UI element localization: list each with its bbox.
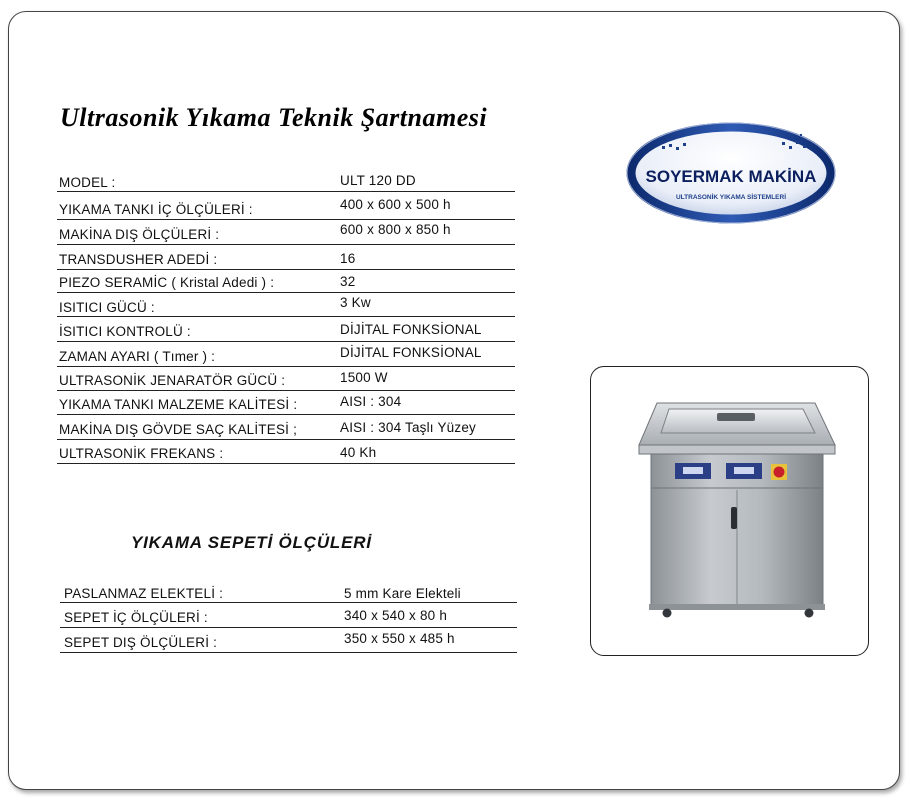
basket-row [60,603,517,628]
spec-label: TRANSDUSHER ADEDİ : [59,252,218,267]
basket-label: SEPET DIŞ ÖLÇÜLERİ : [64,635,218,650]
spec-value: 1500 W [340,370,388,385]
spec-label: ZAMAN AYARI ( Tımer ) : [59,349,216,364]
basket-row [60,580,517,603]
basket-label: SEPET İÇ ÖLÇÜLERİ : [64,610,208,625]
spec-value: 32 [340,274,356,289]
spec-row [57,415,515,440]
spec-label: MODEL : [59,175,116,190]
spec-value: AISI : 304 Taşlı Yüzey [340,420,476,435]
spec-value: ULT 120 DD [340,173,416,188]
spec-label: YIKAMA TANKI MALZEME KALİTESİ : [59,397,298,412]
spec-row [57,317,515,342]
spec-value: 600 x 800 x 850 h [340,222,451,237]
spec-value: DİJİTAL FONKSİONAL [340,322,482,337]
spec-value: AISI : 304 [340,394,402,409]
basket-row [60,628,517,653]
logo-brand-text: SOYERMAK MAKİNA [645,167,817,186]
spec-row [57,245,515,270]
spec-label: PIEZO SERAMİC ( Kristal Adedi ) : [59,275,275,290]
spec-row [57,192,515,220]
spec-row [57,342,515,367]
spec-row [57,220,515,245]
page-title: Ultrasonik Yıkama Teknik Şartnamesi [60,103,488,132]
spec-label: İSITICI KONTROLÜ : [59,324,191,339]
spec-label: ULTRASONİK JENARATÖR GÜCÜ : [59,373,286,388]
ultrasonic-washer-image [591,367,869,656]
spec-row [57,170,515,192]
spec-label: ISITICI GÜCÜ : [59,300,155,315]
spec-row [57,367,515,391]
spec-label: MAKİNA DIŞ ÖLÇÜLERİ : [59,227,220,242]
spec-label: MAKİNA DIŞ GÖVDE SAÇ KALİTESİ ; [59,422,298,437]
spec-value: 400 x 600 x 500 h [340,197,451,212]
basket-value: 5 mm Kare Elekteli [344,586,461,601]
logo-tagline-text: ULTRASONİK YIKAMA SİSTEMLERİ [675,194,787,201]
basket-value: 340 x 540 x 80 h [344,608,448,623]
spec-row [57,270,515,293]
spec-value: 3 Kw [340,295,371,310]
spec-value: DİJİTAL FONKSİONAL [340,345,482,360]
spec-label: ULTRASONİK FREKANS : [59,446,224,461]
spec-row [57,440,515,464]
basket-section-title: YIKAMA SEPETİ ÖLÇÜLERİ [131,533,372,552]
spec-value: 16 [340,251,356,266]
spec-row [57,293,515,317]
basket-table [60,580,517,653]
company-logo [622,116,840,226]
spec-table [57,170,515,464]
spec-value: 40 Kh [340,445,377,460]
basket-value: 350 x 550 x 485 h [344,631,455,646]
spec-label: YIKAMA TANKI İÇ ÖLÇÜLERİ : [59,202,253,217]
spec-row [57,391,515,415]
basket-label: PASLANMAZ ELEKTELİ : [64,586,224,601]
product-photo-frame [590,366,869,656]
